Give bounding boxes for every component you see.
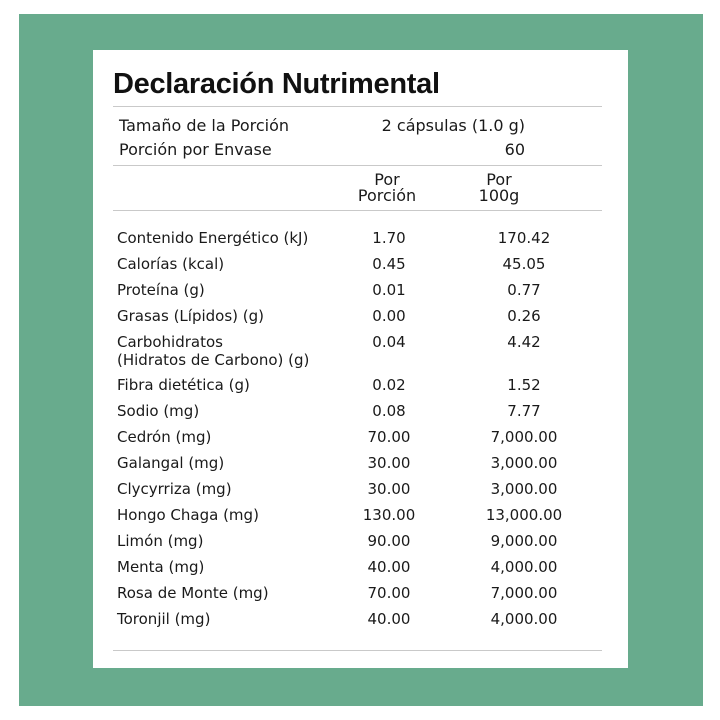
nutrient-name: Sodio (mg)	[117, 402, 200, 420]
nutrient-per-serving: 30.00	[367, 480, 411, 498]
nutrient-per-serving: 0.02	[372, 376, 406, 394]
nutrient-name: Rosa de Monte (mg)	[117, 584, 269, 602]
nutrient-per-100g: 4,000.00	[490, 558, 558, 576]
nutrient-per-100g: 45.05	[502, 255, 546, 273]
nutrient-per-100g: 13,000.00	[485, 506, 563, 524]
nutrient-per-serving: 0.08	[372, 402, 406, 420]
nutrient-per-100g: 7.77	[507, 402, 541, 420]
nutrient-name: Fibra dietética (g)	[117, 376, 250, 394]
serving-size-value: 2 cápsulas (1.0 g)	[381, 116, 525, 135]
nutrient-name: Galangal (mg)	[117, 454, 225, 472]
nutrient-per-serving: 130.00	[362, 506, 416, 524]
nutrient-name: Grasas (Lípidos) (g)	[117, 307, 264, 325]
nutrient-per-serving: 30.00	[367, 454, 411, 472]
serving-divider	[113, 165, 602, 166]
nutrient-per-serving: 40.00	[367, 558, 411, 576]
label-title: Declaración Nutrimental	[113, 68, 440, 100]
column-header-per-100g-line2: 100g	[478, 186, 520, 205]
nutrient-per-serving: 0.45	[372, 255, 406, 273]
nutrient-per-serving: 70.00	[367, 428, 411, 446]
nutrient-name: Menta (mg)	[117, 558, 205, 576]
serving-size-label: Tamaño de la Porción	[119, 116, 290, 135]
servings-per-container-label: Porción por Envase	[119, 140, 272, 159]
nutrient-name: Clycyrriza (mg)	[117, 480, 232, 498]
nutrient-per-100g: 4.42	[507, 333, 541, 351]
nutrient-per-100g: 9,000.00	[490, 532, 558, 550]
nutrient-per-serving: 90.00	[367, 532, 411, 550]
nutrient-name: Carbohidratos (Hidratos de Carbono) (g)	[117, 333, 310, 369]
nutrient-name: Limón (mg)	[117, 532, 204, 550]
nutrient-per-100g: 3,000.00	[490, 454, 558, 472]
nutrient-per-serving: 0.01	[372, 281, 406, 299]
nutrient-per-serving: 0.00	[372, 307, 406, 325]
nutrient-name: Calorías (kcal)	[117, 255, 225, 273]
nutrient-per-100g: 4,000.00	[490, 610, 558, 628]
nutrient-name: Proteína (g)	[117, 281, 205, 299]
nutrient-name: Cedrón (mg)	[117, 428, 212, 446]
nutrient-per-100g: 3,000.00	[490, 480, 558, 498]
nutrient-name: Contenido Energético (kJ)	[117, 229, 309, 247]
column-header-per-serving-line2: Porción	[357, 186, 417, 205]
nutrient-per-100g: 0.26	[507, 307, 541, 325]
title-divider	[113, 106, 602, 107]
column-header-per-serving	[342, 172, 432, 204]
column-header-per-serving-line1: Por	[374, 170, 400, 189]
nutrient-per-serving: 40.00	[367, 610, 411, 628]
nutrient-name: Hongo Chaga (mg)	[117, 506, 259, 524]
column-header-per-100g-line1: Por	[486, 170, 512, 189]
nutrient-per-100g: 0.77	[507, 281, 541, 299]
nutrient-per-100g: 7,000.00	[490, 428, 558, 446]
header-divider	[113, 210, 602, 211]
bottom-divider	[113, 650, 602, 651]
servings-per-container-value: 60	[504, 140, 525, 159]
nutrient-per-100g: 7,000.00	[490, 584, 558, 602]
column-header-per-100g	[454, 172, 544, 204]
nutrient-per-serving: 0.04	[372, 333, 406, 351]
nutrition-panel	[93, 50, 628, 668]
nutrient-per-serving: 1.70	[372, 229, 406, 247]
nutrient-per-serving: 70.00	[367, 584, 411, 602]
nutrient-name: Toronjil (mg)	[117, 610, 211, 628]
nutrient-per-100g: 170.42	[497, 229, 551, 247]
nutrient-per-100g: 1.52	[507, 376, 541, 394]
